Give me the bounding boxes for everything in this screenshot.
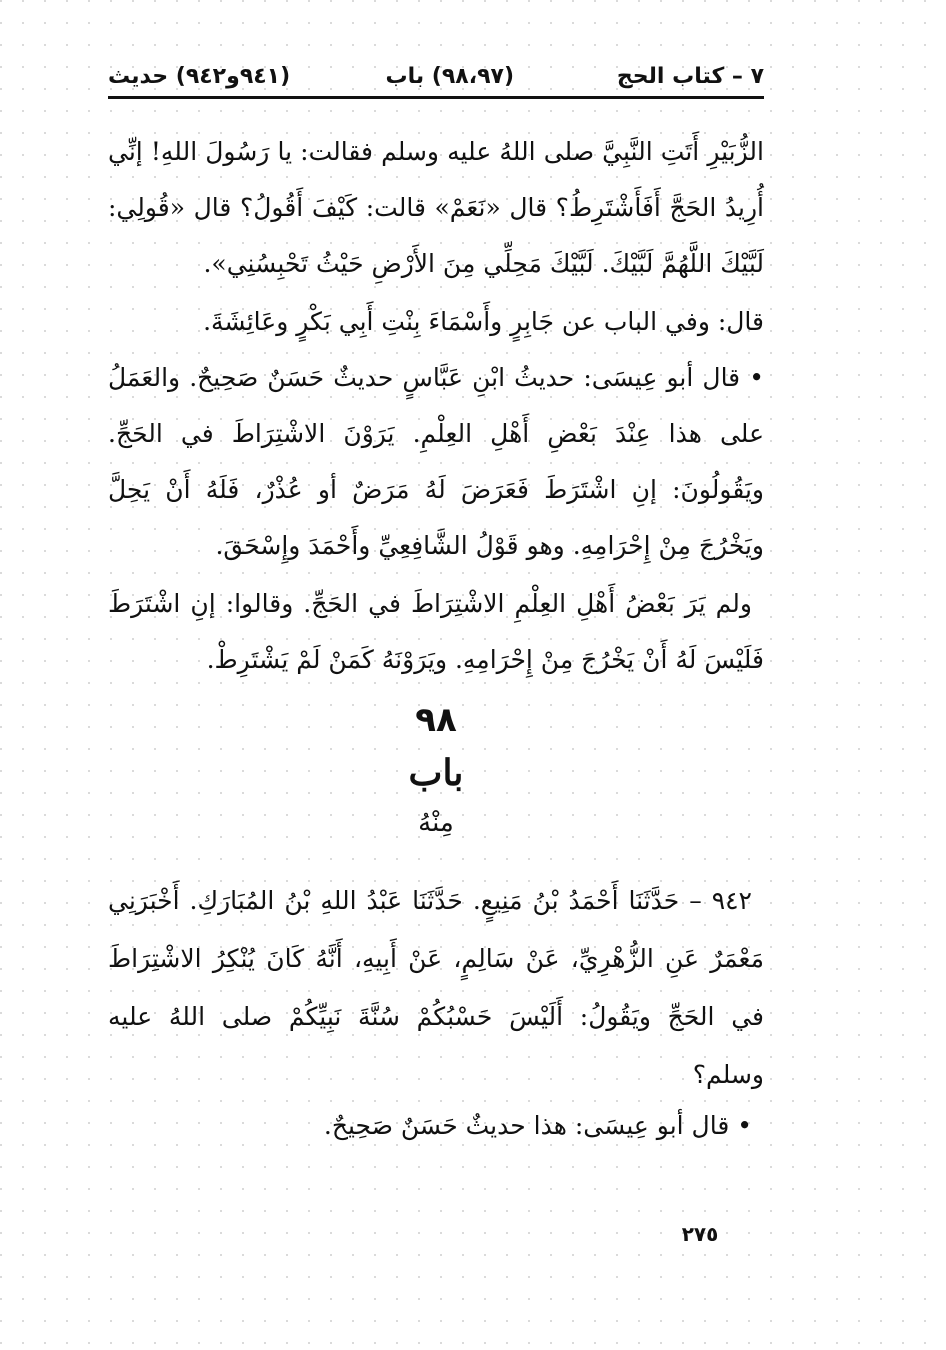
scholars-opinion-paragraph: ولم يَرَ بَعْضُ أَهْلِ العِلْمِ الاشْتِرَاطَ في الحَجِّ. وقالوا: إنِ اشْتَرَطَ فَلَيْسَ لَهُ أَنْ يَخْرُجَ مِنْ إِحْرَامِهِ. ويَرَوْنَهُ كَمَنْ لَمْ يَشْتَرِطْ. [108,589,764,674]
chapter-subheading: مِنْهُ [418,808,454,838]
chapter-label: (٩٨،٩٧) باب [385,64,514,89]
book-title: ٧ – كتاب الحج [616,64,764,89]
chapter-note: قال: وفي الباب عن جَابِرٍ وأَسْمَاءَ بِنْتِ أَبِي بَكْرٍ وعَائِشَةَ. [203,307,764,336]
header-rule [108,96,764,99]
running-header [108,58,764,96]
commentary-paragraph: • قال أبو عِيسَى: حديثُ ابْنِ عَبَّاسٍ حديثٌ حَسَنٌ صَحِيحٌ. والعَمَلُ على هذا عِنْدَ بَعْضِ أَهْلِ العِلْمِ. يَرَوْنَ الاشْتِرَاطَ في الحَجِّ. ويَقُولُونَ: إنِ اشْتَرَطَ فَعَرَضَ لَهُ مَرَضٌ أو عُذْرٌ، فَلَهُ أَنْ يَحِلَّ ويَخْرُجَ مِنْ إِحْرَامِهِ. وهو قَوْلُ الشَّافِعِيِّ وأَحْمَدَ وإِسْحَقَ. [108,363,764,560]
chapter-number: ٩٨ [415,700,457,740]
hadith-942-grading: • قال أبو عِيسَى: هذا حديثٌ حَسَنٌ صَحِيحٌ. [323,1111,752,1140]
hadith-range: (٩٤١و٩٤٢) حديث [108,64,291,89]
page-number: ٢٧٥ [681,1222,719,1246]
hadith-continuation: الزُّبَيْرِ أَتَتِ النَّبِيَّ صلى اللهُ عليه وسلم فقالت: يا رَسُولَ اللهِ! إنِّي أُرِيدُ الحَجَّ أَفَأَشْتَرِطُ؟ قال «نَعَمْ» قالت: كَيْفَ أَقُولُ؟ قال «قُولِي: لَبَّيْكَ اللَّهُمَّ لَبَّيْكَ. لَبَّيْكَ مَحِلِّي مِنَ الأَرْضِ حَيْثُ تَحْبِسُنِي». [108,137,764,278]
chapter-heading: باب [408,752,464,794]
hadith-942: ٩٤٢ – حَدَّثَنَا أَحْمَدُ بْنُ مَنِيعٍ. حَدَّثَنَا عَبْدُ اللهِ بْنُ المُبَارَكِ. أَخْبَرَنِي مَعْمَرٌ عَنِ الزُّهْرِيِّ، عَنْ سَالِمٍ، عَنْ أَبِيهِ، أَنَّهُ كَانَ يُنْكِرُ الاشْتِرَاطَ في الحَجِّ ويَقُولُ: أَلَيْسَ حَسْبُكُمْ سُنَّةَ نَبِيِّكُمْ صلى اللهُ عليه وسلم؟ [108,886,764,1089]
